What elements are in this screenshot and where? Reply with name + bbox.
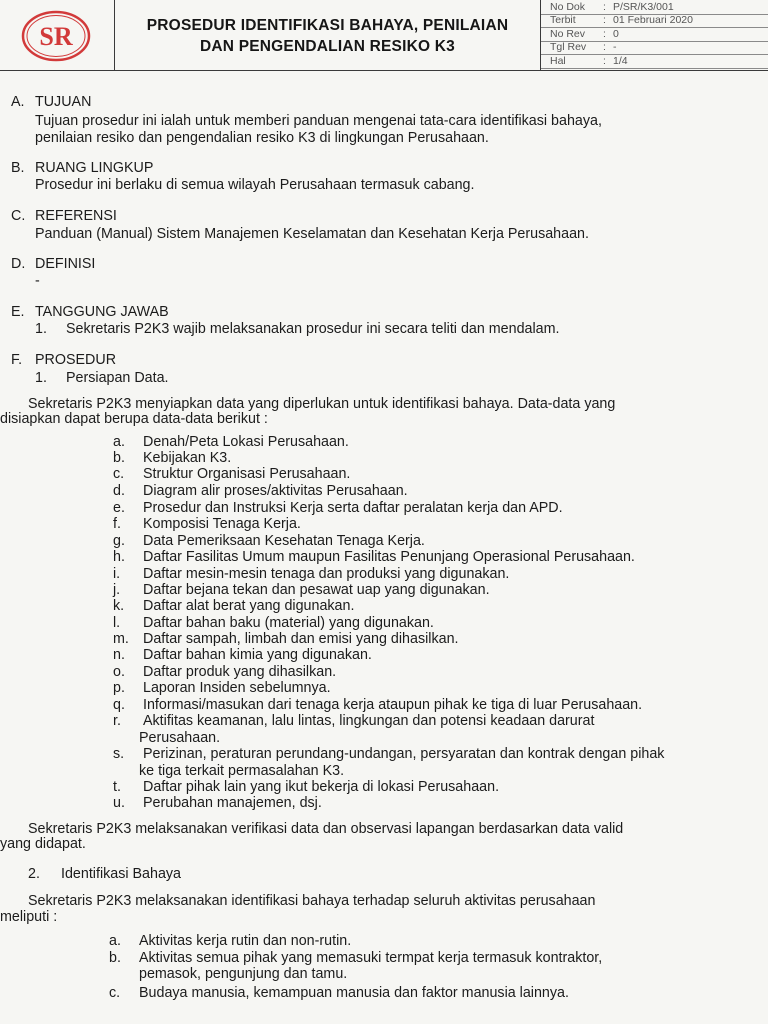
list-item-text: Daftar bahan baku (material) yang digunakan. xyxy=(143,615,434,631)
list-item-text: Denah/Peta Lokasi Perusahaan. xyxy=(143,434,349,450)
list-item-continued-text: ke tiga terkait permasalahan K3. xyxy=(139,763,345,779)
list-item-text: Daftar mesin-mesin tenaga dan produksi yang digunakan. xyxy=(143,566,510,582)
logo-cell xyxy=(0,0,115,70)
list-item-text: Laporan Insiden sebelumnya. xyxy=(143,680,331,696)
section-b-heading-text: RUANG LINGKUP xyxy=(35,160,154,176)
paragraph-line-text: Sekretaris P2K3 melaksanakan verifikasi data dan observasi lapangan berdasarkan data valid xyxy=(28,821,624,837)
list-item-label: f. xyxy=(113,516,121,532)
document-meta-table xyxy=(541,0,768,70)
list-item-text: Informasi/masukan dari tenaga kerja ataupun pihak ke tiga di luar Perusahaan. xyxy=(143,697,643,713)
list-item-label: r. xyxy=(113,713,121,729)
list-item-text: Perizinan, peraturan perundang-undangan, persyaratan dan kontrak dengan pihak xyxy=(143,746,665,762)
section-f-heading-label: F. xyxy=(11,352,23,368)
meta-key: Terbit xyxy=(550,14,576,26)
section-d-heading-text: DEFINISI xyxy=(35,256,96,272)
list-item-continued-text: pemasok, pengunjung dan tamu. xyxy=(139,966,348,982)
section-e-item-text: Sekretaris P2K3 wajib melaksanakan prosedur ini secara teliti dan mendalam. xyxy=(66,321,560,337)
list-item-text: Prosedur dan Instruksi Kerja serta daftar peralatan kerja dan APD. xyxy=(143,500,563,516)
section-f-heading-text: PROSEDUR xyxy=(35,352,117,368)
section-e-heading-text: TANGGUNG JAWAB xyxy=(35,304,169,320)
subsection-heading-text: Persiapan Data. xyxy=(66,370,169,386)
meta-value: - xyxy=(613,41,617,53)
company-logo xyxy=(18,8,94,64)
list-item-text: Daftar pihak lain yang ikut bekerja di lokasi Perusahaan. xyxy=(143,779,500,795)
subsection-heading-label: 1. xyxy=(35,370,47,386)
list-item-label: b. xyxy=(113,450,125,466)
list-item-label: m. xyxy=(113,631,129,647)
meta-row xyxy=(541,14,768,28)
list-item-label: i. xyxy=(113,566,121,582)
list-item-label: h. xyxy=(113,549,125,565)
meta-colon: : xyxy=(603,27,606,40)
list-item-label: l. xyxy=(113,615,121,631)
list-item-label: u. xyxy=(113,795,125,811)
list-item-label: o. xyxy=(113,664,125,680)
paragraph-line-text: yang didapat. xyxy=(0,836,86,852)
list-item-continued-text: Perusahaan. xyxy=(139,730,221,746)
list-item-label: e. xyxy=(113,500,125,516)
list-item-label: d. xyxy=(113,483,125,499)
list-item-label: s. xyxy=(113,746,125,762)
list-item-label: q. xyxy=(113,697,125,713)
meta-row xyxy=(541,55,768,69)
list-item-label: p. xyxy=(113,680,125,696)
list-item-label: b. xyxy=(109,950,121,966)
section-c-heading-text: REFERENSI xyxy=(35,208,117,224)
meta-value: 01 Februari 2020 xyxy=(613,14,693,26)
list-item-text: Struktur Organisasi Perusahaan. xyxy=(143,466,351,482)
list-item-text: Perubahan manajemen, dsj. xyxy=(143,795,322,811)
list-item-label: c. xyxy=(109,985,121,1001)
list-item-label: c. xyxy=(113,466,125,482)
list-item-label: n. xyxy=(113,647,125,663)
paragraph-line-text: Sekretaris P2K3 menyiapkan data yang diperlukan untuk identifikasi bahaya. Data-data yang xyxy=(28,396,616,412)
section-c-text-text: Panduan (Manual) Sistem Manajemen Keselamatan dan Kesehatan Kerja Perusahaan. xyxy=(35,226,589,242)
meta-value: 0 xyxy=(613,27,619,40)
meta-colon: : xyxy=(603,0,606,13)
meta-row xyxy=(541,41,768,55)
document-header xyxy=(0,0,768,71)
list-item-text: Daftar Fasilitas Umum maupun Fasilitas Penunjang Operasional Perusahaan. xyxy=(143,549,635,565)
list-item-text: Komposisi Tenaga Kerja. xyxy=(143,516,301,532)
meta-row xyxy=(541,28,768,42)
meta-key: Tgl Rev xyxy=(550,41,587,53)
meta-colon: : xyxy=(603,54,606,67)
meta-row xyxy=(541,1,768,15)
list-item-label: t. xyxy=(113,779,121,795)
section-e-item-label: 1. xyxy=(35,321,47,337)
document-title xyxy=(115,0,541,70)
list-item-text: Daftar bahan kimia yang digunakan. xyxy=(143,647,372,663)
list-item-text: Daftar sampah, limbah dan emisi yang dihasilkan. xyxy=(143,631,459,647)
list-item-text: Budaya manusia, kemampuan manusia dan faktor manusia lainnya. xyxy=(139,985,569,1001)
section-a-heading-text: TUJUAN xyxy=(35,94,92,110)
list-item-label: g. xyxy=(113,533,125,549)
meta-colon: : xyxy=(603,41,606,53)
list-item-label: a. xyxy=(109,933,121,949)
list-item-text: Aktifitas keamanan, lalu lintas, lingkungan dan potensi keadaan darurat xyxy=(143,713,595,729)
section-d-heading-label: D. xyxy=(11,256,26,272)
list-item-text: Diagram alir proses/aktivitas Perusahaan. xyxy=(143,483,408,499)
list-item-text: Data Pemeriksaan Kesehatan Tenaga Kerja. xyxy=(143,533,425,549)
section-a-heading-label: A. xyxy=(11,94,25,110)
list-item-label: j. xyxy=(113,582,121,598)
section-b-text-text: Prosedur ini berlaku di semua wilayah Perusahaan termasuk cabang. xyxy=(35,177,475,193)
meta-value: 1/4 xyxy=(613,54,628,67)
list-item-text: Daftar bejana tekan dan pesawat uap yang digunakan. xyxy=(143,582,490,598)
section-d-text-text: - xyxy=(35,273,40,289)
section-c-heading-label: C. xyxy=(11,208,26,224)
meta-key: No Rev xyxy=(550,27,586,40)
meta-colon: : xyxy=(603,14,606,26)
list-item-text: Daftar produk yang dihasilkan. xyxy=(143,664,337,680)
list-item-text: Aktivitas kerja rutin dan non-rutin. xyxy=(139,933,352,949)
meta-key: No Dok xyxy=(550,0,586,13)
title-line-2: DAN PENGENDALIAN RESIKO K3 xyxy=(200,38,455,55)
list-item-text: Kebijakan K3. xyxy=(143,450,232,466)
logo-text: SR xyxy=(39,22,73,51)
paragraph-line-text: Sekretaris P2K3 melaksanakan identifikasi bahaya terhadap seluruh aktivitas perusahaan xyxy=(28,893,596,909)
list-item-label: k. xyxy=(113,598,125,614)
meta-value: P/SR/K3/001 xyxy=(613,0,674,13)
list-item-text: Aktivitas semua pihak yang memasuki termpat kerja termasuk kontraktor, xyxy=(139,950,603,966)
title-line-1: PROSEDUR IDENTIFIKASI BAHAYA, PENILAIAN xyxy=(146,17,509,34)
section-b-heading-label: B. xyxy=(11,160,25,176)
list-item-text: Daftar alat berat yang digunakan. xyxy=(143,598,355,614)
paragraph-line-text: disiapkan dapat berupa data-data berikut : xyxy=(0,411,268,427)
section-e-heading-label: E. xyxy=(11,304,25,320)
subsection-heading-label: 2. xyxy=(28,866,40,882)
section-a-text-text: Tujuan prosedur ini ialah untuk memberi panduan mengenai tata-cara identifikasi bahaya, xyxy=(35,113,602,129)
paragraph-line-text: meliputi : xyxy=(0,909,58,925)
section-a-text-text: penilaian resiko dan pengendalian resiko K3 di lingkungan Perusahaan. xyxy=(35,130,489,146)
subsection-heading-text: Identifikasi Bahaya xyxy=(61,866,182,882)
list-item-label: a. xyxy=(113,434,125,450)
meta-key: Hal xyxy=(550,54,566,67)
